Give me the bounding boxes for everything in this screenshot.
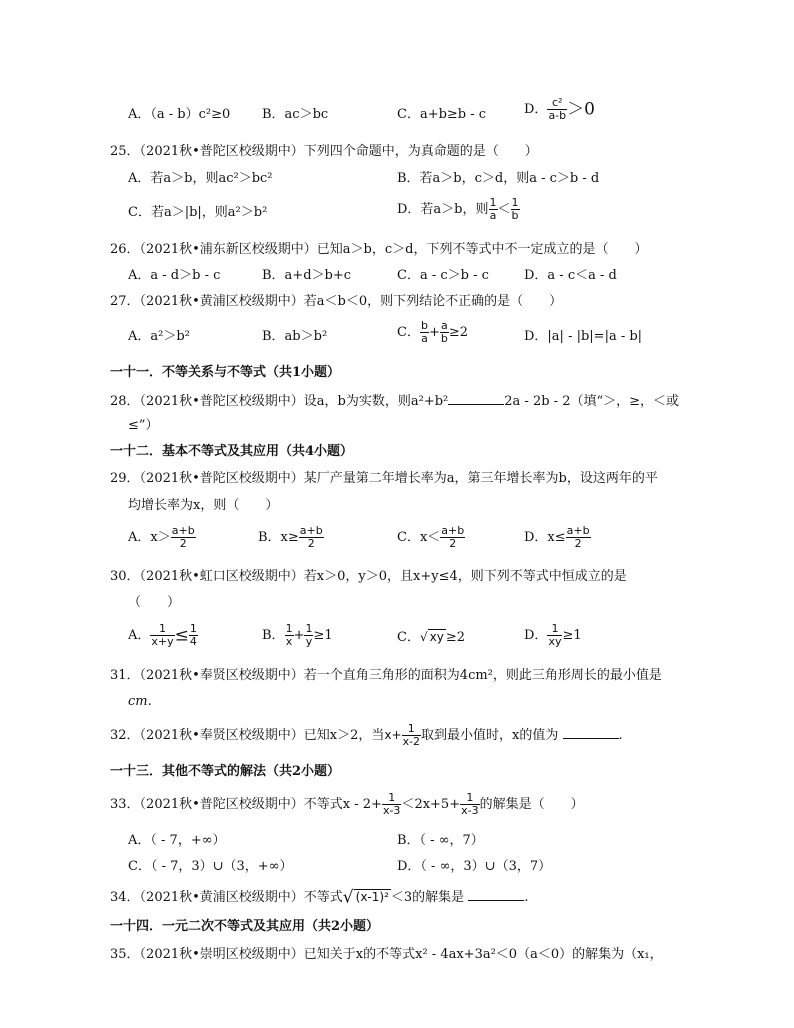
q28-line2: ≤”） — [128, 418, 159, 433]
q33-stem: 33．（2021秋•普陀区校级期中）不等式x - 2+ $\frac{1}{x-3}$ ＜2x+5+ $\frac{1}{x-3}$ 的解集是（ ） — [110, 791, 584, 817]
q33-option-c: C．（ - 7，3）∪（3，+∞） — [128, 859, 293, 874]
q29-line2: 均增长率为x，则（ ） — [128, 498, 279, 513]
section-11-heading: 一十一．不等关系与不等式（共1小题） — [110, 365, 341, 380]
q34-answer-blank — [468, 888, 524, 901]
q30-line2: （ ） — [128, 595, 181, 610]
q30-line1: 30．（2021秋•虹口区校级期中）若x＞0，y＞0，且x+y≤4，则下列不等式中恒成立的是 — [110, 569, 627, 584]
q26-option-c: C．a - c＞b - c — [397, 268, 489, 283]
q30-option-d: D． $\frac{1}{xy}$ ≥1 — [524, 622, 582, 648]
q27-option-b: B．ab＞b² — [262, 329, 328, 344]
q31-line2: cm. — [128, 694, 152, 709]
q24-option-d: D． $\frac{\text{c²}}{a-b}$ ＞0 — [524, 96, 595, 122]
q33-option-d: D．（ - ∞，3）∪（3，7） — [397, 859, 552, 874]
q31-line1: 31．（2021秋•奉贤区校级期中）若一个直角三角形的面积为4cm²，则此三角形周长的最小值是 — [110, 668, 662, 683]
q32-line: 32．（2021秋•奉贤区校级期中）已知x＞2，当x+ $\frac{1}{x-2}$ 取到最小值时，x的值为 . — [110, 722, 623, 748]
q29-line1: 29．（2021秋•普陀区校级期中）某厂产量第二年增长率为a，第三年增长率为b，设这两年的平 — [110, 471, 658, 486]
q24-option-a: A．（a - b）c²≥0 — [128, 107, 231, 122]
q30-option-a: A． $\frac{1}{x+y}$ ≤ $\frac{1}{4}$ — [128, 622, 197, 648]
q26-stem: 26．（2021秋•浦东新区校级期中）已知a＞b，c＞d，下列不等式中不一定成立的是（ ） — [110, 242, 648, 257]
q25-option-a: A．若a＞b，则ac²＞bc² — [128, 171, 273, 186]
q35-line1: 35．（2021秋•崇明区校级期中）已知关于x的不等式x² - 4ax+3a²＜0（a＜0）的解集为（x₁， — [110, 947, 663, 962]
section-13-heading: 一十三．其他不等式的解法（共2小题） — [110, 764, 341, 779]
q24-d-fraction: $\frac{\text{c²}}{a-b}$ — [548, 96, 567, 122]
q25-option-b: B．若a＞b，c＞d，则a - c＞b - d — [397, 171, 600, 186]
q25-option-c: C．若a＞|b|，则a²＞b² — [128, 205, 268, 220]
q30-option-b: B． $\frac{1}{x}$ + $\frac{1}{y}$ ≥1 — [262, 622, 333, 648]
section-14-heading: 一十四．一元二次不等式及其应用（共2小题） — [110, 919, 380, 934]
q33-option-b: B．（ - ∞，7） — [397, 833, 484, 848]
q27-option-a: A．a²＞b² — [128, 329, 190, 344]
q27-stem: 27．（2021秋•黄浦区校级期中）若a＜b＜0，则下列结论不正确的是（ ） — [110, 294, 563, 309]
q24-option-b: B．ac＞bc — [262, 107, 329, 122]
q26-option-a: A．a - d＞b - c — [128, 268, 221, 283]
q29-option-d: D．x≤ $\frac{a+b}{2}$ — [524, 524, 590, 550]
q33-option-a: A．（ - 7，+∞） — [128, 833, 226, 848]
q26-option-d: D．a - c＜a - d — [524, 268, 617, 283]
q29-option-a: A．x＞ $\frac{a+b}{2}$ — [128, 524, 195, 550]
q27-option-d: D．|a| - |b|=|a - b| — [524, 329, 643, 344]
q28-line1: 28．（2021秋•普陀区校级期中）设a，b为实数，则a²+b² 2a - 2b - 2（填“＞，≥，＜或 — [110, 394, 680, 409]
q28-answer-blank — [448, 392, 504, 405]
q25-option-d: D．若a＞b，则 $\frac{1}{a}$ ＜ $\frac{1}{b}$ — [397, 196, 519, 222]
q29-option-b: B．x≥ $\frac{a+b}{2}$ — [258, 524, 323, 550]
q34-line: 34．（2021秋•黄浦区校级期中）不等式√ (x-1)² ＜3的解集是 . — [110, 887, 529, 908]
q29-option-c: C．x＜ $\frac{a+b}{2}$ — [397, 524, 465, 550]
q30-option-c: C．√ xy ≥2 — [397, 630, 465, 645]
q26-option-b: B．a+d＞b+c — [262, 268, 352, 283]
section-12-heading: 一十二．基本不等式及其应用（共4小题） — [110, 444, 354, 459]
q24-option-c: C．a+b≥b - c — [397, 107, 487, 122]
q27-option-c: C． $\frac{b}{a}$ + $\frac{a}{b}$ ≥2 — [397, 319, 468, 345]
q25-stem: 25．（2021秋•普陀区校级期中）下列四个命题中，为真命题的是（ ） — [110, 144, 538, 159]
q32-answer-blank — [563, 726, 619, 739]
